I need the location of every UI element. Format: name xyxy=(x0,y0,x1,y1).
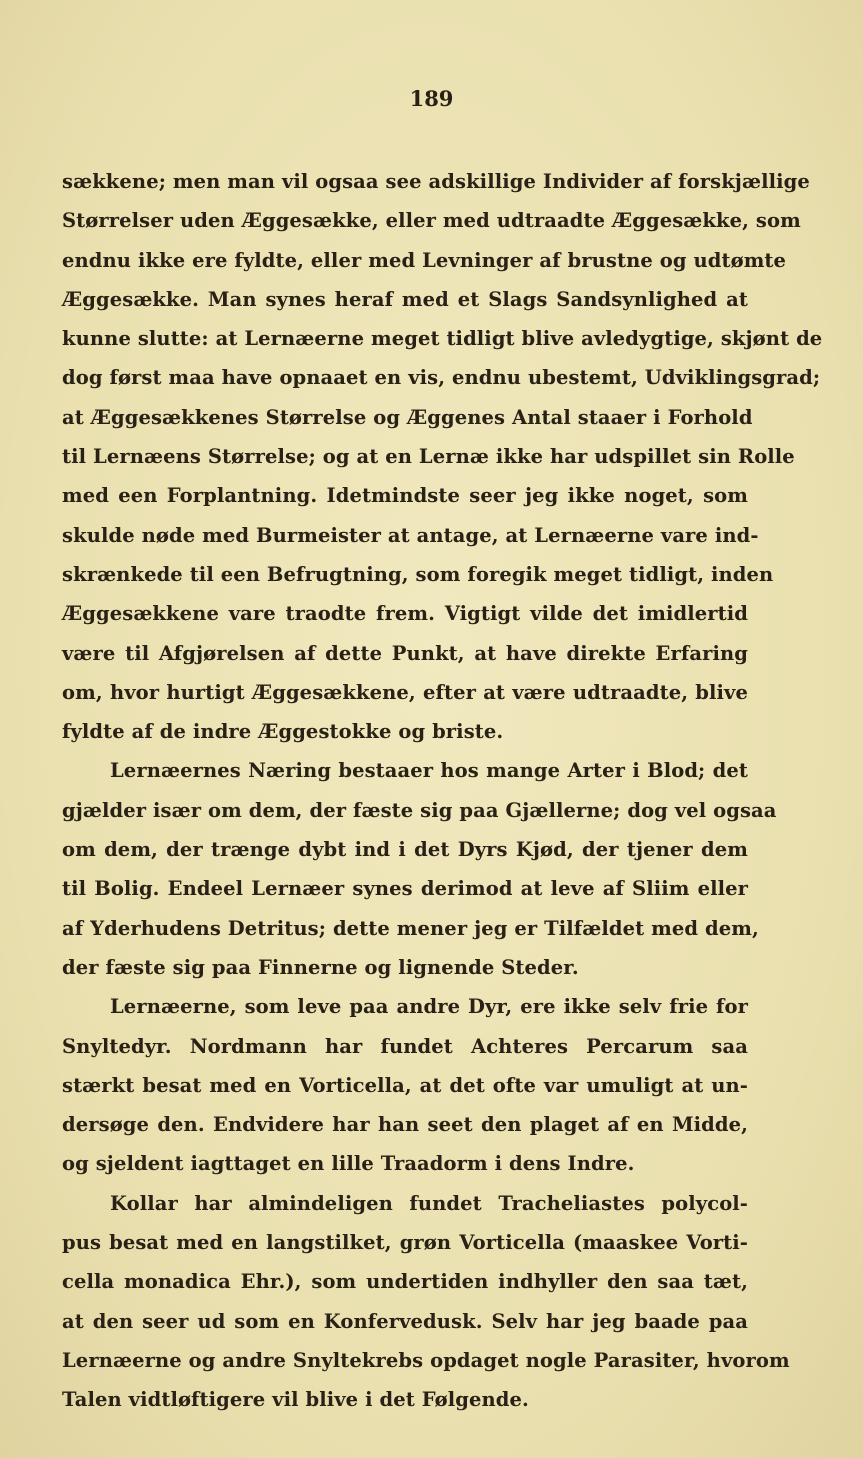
page-number: 189 xyxy=(409,86,454,111)
text-line: stærkt besat med en Vorticella, at det ofte var umuligt at un- xyxy=(62,1073,748,1097)
text-line: Lernæernes Næring bestaaer hos mange Arter i Blod; det xyxy=(110,759,748,783)
text-line: med een Forplantning. Idetmindste seer jeg ikke noget, som xyxy=(62,484,748,508)
text-line: om, hvor hurtigt Æggesækkene, efter at være udtraadte, blive xyxy=(62,680,748,704)
text-line: Æggesække. Man synes heraf med et Slags Sandsynlighed at xyxy=(62,287,748,311)
text-line: Lernæerne og andre Snyltekrebs opdaget nogle Parasiter, hvorom xyxy=(62,1348,790,1372)
text-line: Snyltedyr. Nordmann har fundet Achteres Percarum saa xyxy=(62,1034,748,1058)
text-line: dersøge den. Endvidere har han seet den plaget af en Midde, xyxy=(62,1113,748,1137)
text-line: der fæste sig paa Finnerne og lignende Steder. xyxy=(62,955,579,979)
text-line: være til Afgjørelsen af dette Punkt, at have direkte Erfaring xyxy=(62,641,748,665)
text-line: til Lernæens Størrelse; og at en Lernæ ikke har udspillet sin Rolle xyxy=(62,445,795,469)
text-line: og sjeldent iagttaget en lille Traadorm i dens Indre. xyxy=(62,1152,635,1176)
text-line: om dem, der trænge dybt ind i det Dyrs Kjød, der tjener dem xyxy=(62,838,748,862)
text-line: af Yderhudens Detritus; dette mener jeg er Tilfældet med dem, xyxy=(62,916,759,940)
text-line: sækkene; men man vil ogsaa see adskillige Individer af forskjællige xyxy=(62,170,810,193)
text-line: pus besat med en langstilket, grøn Vorticella (maaskee Vorti- xyxy=(62,1231,748,1255)
text-line: til Bolig. Endeel Lernæer synes derimod at leve af Sliim eller xyxy=(62,877,748,901)
text-line: Størrelser uden Æggesække, eller med udtraadte Æggesække, som xyxy=(62,209,801,233)
text-line: skrænkede til een Befrugtning, som foregik meget tidligt, inden xyxy=(62,562,774,586)
text-line: Kollar har almindeligen fundet Tracheliastes polycol- xyxy=(110,1191,748,1215)
text-line: skulde nøde med Burmeister at antage, at Lernæerne vare ind- xyxy=(62,523,759,547)
text-line: Æggesækkene vare traodte frem. Vigtigt vilde det imidlertid xyxy=(62,602,748,626)
text-line: kunne slutte: at Lernæerne meget tidligt blive avledygtige, skjønt de xyxy=(62,327,823,351)
text-line: Lernæerne, som leve paa andre Dyr, ere ikke selv frie for xyxy=(110,995,748,1019)
text-line: endnu ikke ere fyldte, eller med Levninger af brustne og udtømte xyxy=(62,248,787,272)
text-line: fyldte af de indre Æggestokke og briste. xyxy=(62,720,504,744)
text-line: at den seer ud som en Konfervedusk. Selv har jeg baade paa xyxy=(62,1309,748,1333)
text-line: gjælder især om dem, der fæste sig paa Gjællerne; dog vel ogsaa xyxy=(62,798,777,822)
body-text xyxy=(62,162,823,1420)
text-line: at Æggesækkenes Størrelse og Æggenes Antal staaer i Forhold xyxy=(62,405,753,429)
text-line: Talen vidtløftigere vil blive i det Følgende. xyxy=(62,1388,529,1412)
text-line: cella monadica Ehr.), som undertiden indhyller den saa tæt, xyxy=(62,1270,748,1294)
text-line: dog først maa have opnaaet en vis, endnu ubestemt, Udviklingsgrad; xyxy=(62,366,821,390)
